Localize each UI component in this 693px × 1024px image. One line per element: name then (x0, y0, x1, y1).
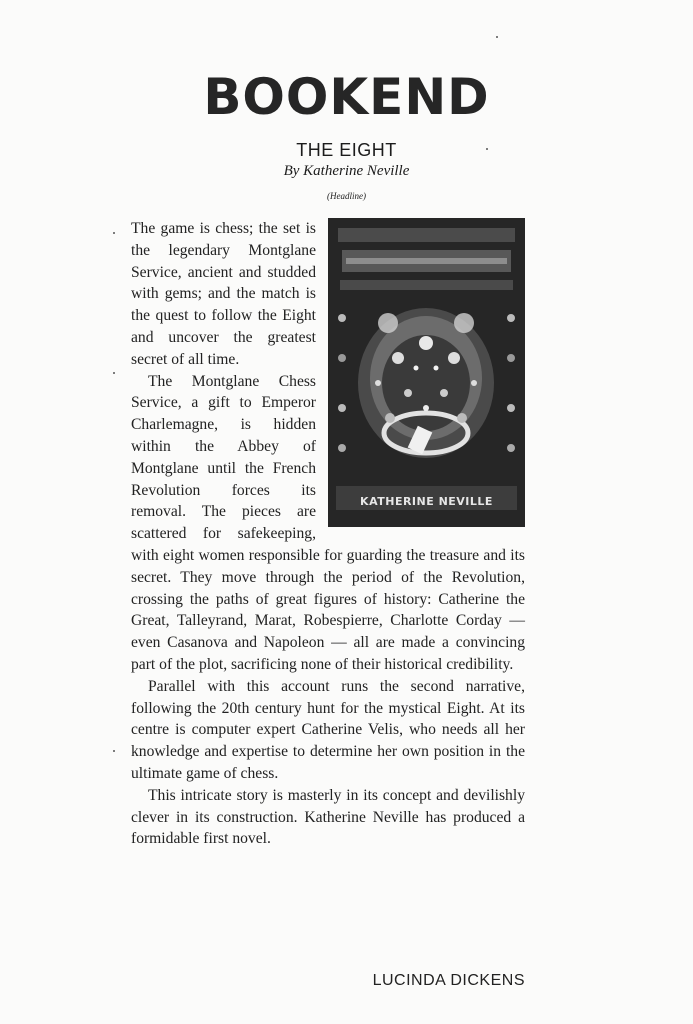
article-paragraph: This intricate story is masterly in its concept and devilishly clever in its construction. Katherine Neville has produced a formidable first novel. (131, 786, 525, 848)
scan-speck (113, 372, 115, 374)
reviewer-signature: LUCINDA DICKENS (372, 972, 525, 989)
scan-speck (113, 750, 115, 752)
cover-author-text: KATHERINE NEVILLE (360, 495, 493, 509)
article-paragraph: The Montglane Chess Service, a gift to Emperor Charlemagne, is hidden within the Abbey of Montglane until the French Revolution forces its removal. The pieces are scattered for safekeeping, with eight women responsible for guarding the treasure and its secret. They move through the period of the Revolution, crossing the paths of great figures of history: Catherine the Great, Talleyrand, Marat, Robespierre, Charlotte Corday — even Casanova and Napoleon — all are made a convincing part of the plot, sacrificing none of their historical credibility. (131, 372, 525, 673)
scan-speck (486, 148, 488, 150)
article-paragraph: Parallel with this account runs the second narrative, following the 20th century hunt for the mystical Eight. At its centre is computer expert Catherine Velis, who needs all her knowledge and expertise to determine her own position in the ultimate game of chess. (131, 677, 525, 782)
article-paragraph: The game is chess; the set is the legendary Montglane Service, ancient and studded with gems; and the match is the quest to follow the Eight and uncover the greatest secret of all time. (131, 220, 316, 368)
review-article (131, 218, 525, 850)
headline-tag: (Headline) (327, 191, 366, 201)
scan-speck (113, 232, 115, 234)
scan-speck (496, 36, 498, 38)
book-byline: By Katherine Neville (283, 163, 410, 179)
masthead-title: BOOKEND (203, 68, 490, 126)
cover-artwork (328, 218, 525, 527)
book-title: THE EIGHT (296, 140, 397, 160)
book-cover-image (328, 218, 525, 527)
